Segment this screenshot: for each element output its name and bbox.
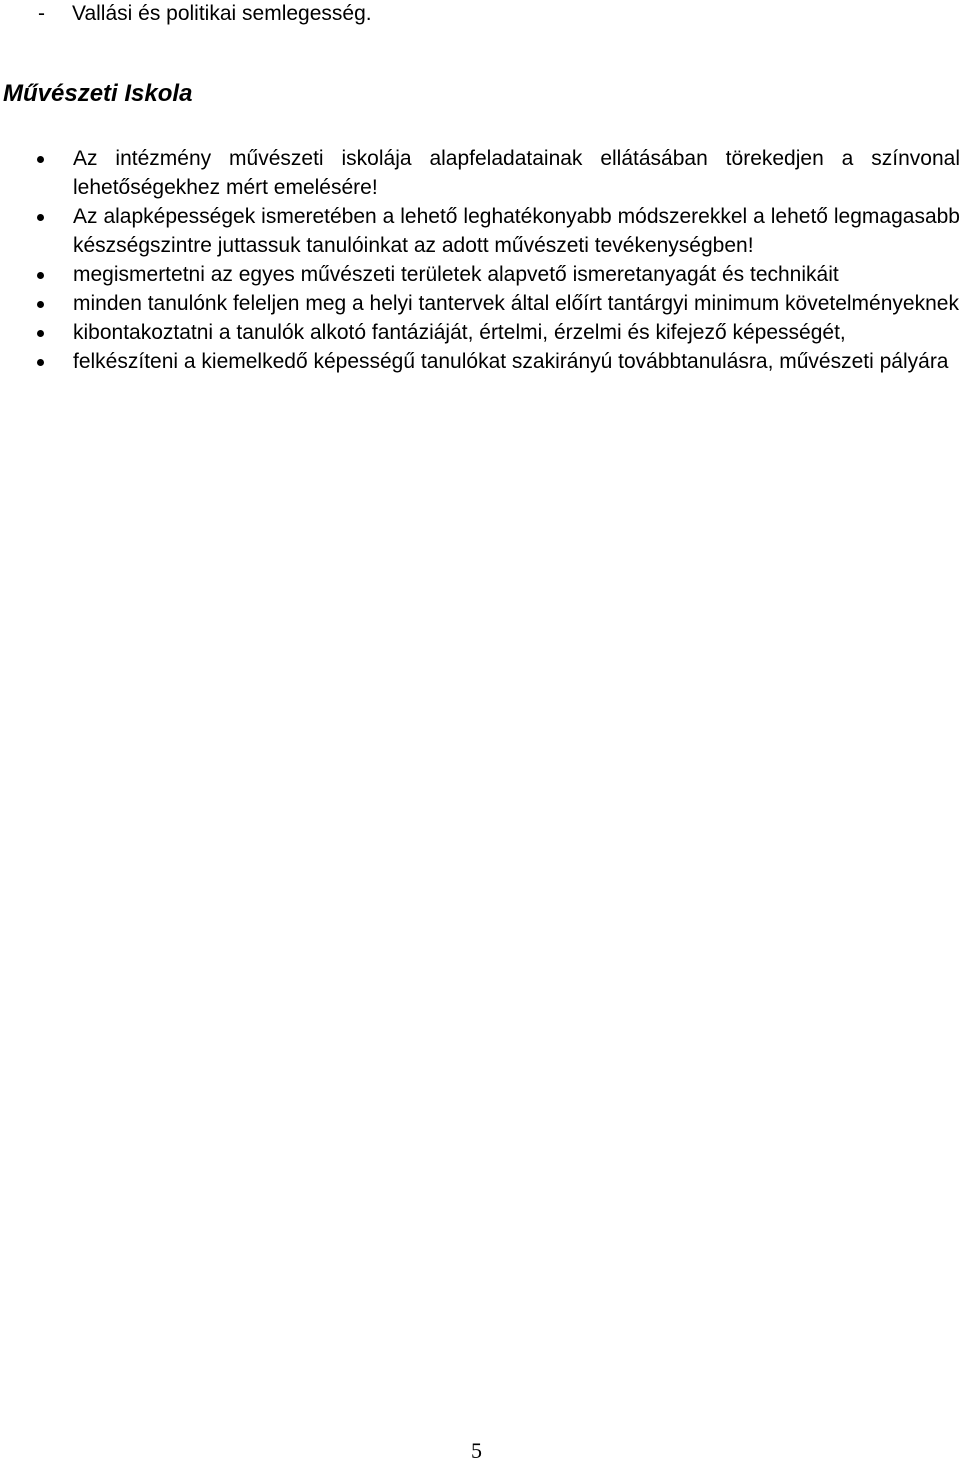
bullet-dot-icon: [37, 359, 44, 366]
bullet-dot-icon: [37, 214, 44, 221]
bullet-item: [0, 347, 960, 376]
bullet-text: megismertetni az egyes művészeti területek alapvető ismeretanyagát és technikáit: [73, 263, 839, 286]
bullet-text: kibontakoztatni a tanulók alkotó fantáziáját, értelmi, érzelmi és kifejező képességét,: [73, 321, 846, 344]
bullet-dot-icon: [37, 156, 44, 163]
section-heading: Művészeti Iskola: [3, 80, 193, 107]
bullet-item: [0, 144, 960, 202]
bullet-item: [0, 289, 960, 318]
bullet-text: Az intézmény művészeti iskolája alapfeladatainak ellátásában törekedjen a színvonal lehetőségekhez mért emelésére!: [73, 147, 960, 199]
bullet-item: [0, 202, 960, 260]
bullet-item: [0, 318, 960, 347]
page-number: 5: [471, 1438, 482, 1463]
bullet-dot-icon: [37, 301, 44, 308]
intro-dash-text: Vallási és politikai semlegesség.: [72, 2, 372, 25]
goals-bullet-list: [0, 144, 960, 376]
bullet-text: Az alapképességek ismeretében a lehető leghatékonyabb módszerekkel a lehető legmagasabb készségszintre juttassuk tanulóinkat az adott művészeti tevékenységben!: [73, 205, 960, 257]
bullet-item: [0, 260, 960, 289]
bullet-dot-icon: [37, 330, 44, 337]
bullet-text: minden tanulónk feleljen meg a helyi tantervek által előírt tantárgyi minimum követelményeknek: [73, 292, 959, 315]
dash-marker: -: [38, 2, 45, 25]
bullet-dot-icon: [37, 272, 44, 279]
bullet-text: felkészíteni a kiemelkedő képességű tanulókat szakirányú továbbtanulásra, művészeti pályára: [73, 350, 949, 373]
intro-dash-item: [38, 0, 372, 28]
